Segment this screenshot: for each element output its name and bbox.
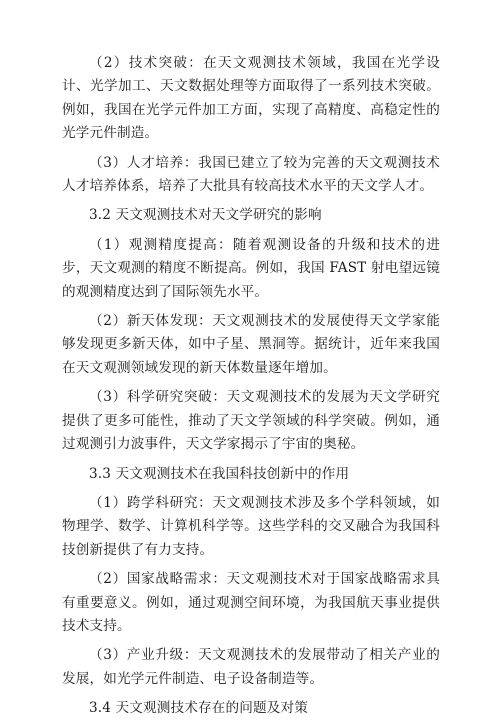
section-heading-3-4: 3.4 天文观测技术存在的问题及对策: [89, 700, 308, 717]
paragraph-talent-training: （3）人才培养：我国已建立了较为完善的天文观测技术人才培养体系，培养了大批具有较高技术水平的天文学人才。: [62, 154, 440, 195]
paragraph-industry-upgrade: （3）产业升级：天文观测技术的发展带动了相关产业的发展，如光学元件制造、电子设备制造等。: [62, 647, 440, 687]
paragraph-tech-breakthrough: （2）技术突破：在天文观测技术领域，我国在光学设计、光学加工、天文数据处理等方面取得了一系列技术突破。例如，我国在光学元件加工方面，实现了高精度、高稳定性的光学元件制造。: [62, 55, 440, 142]
paragraph-scientific-breakthrough: （3）科学研究突破：天文观测技术的发展为天文学研究提供了更多可能性，推动了天文学领域的科学突破。例如，通过观测引力波事件，天文学家揭示了宇宙的奥秘。: [62, 389, 440, 453]
paragraph-national-strategy: （2）国家战略需求：天文观测技术对于国家战略需求具有重要意义。例如，通过观测空间环境，为我国航天事业提供技术支持。: [62, 571, 440, 634]
paragraph-new-celestial-bodies: （2）新天体发现：天文观测技术的发展使得天文学家能够发现更多新天体，如中子星、黑洞等。据统计，近年来我国在天文观测领域发现的新天体数量逐年增加。: [62, 313, 440, 376]
paragraph-interdisciplinary: （1）跨学科研究：天文观测技术涉及多个学科领域，如物理学、数学、计算机科学等。这些学科的交叉融合为我国科技创新提供了有力支持。: [62, 494, 440, 558]
section-heading-3-2: 3.2 天文观测技术对天文学研究的影响: [89, 207, 322, 224]
document-page: [62, 52, 440, 727]
section-heading-3-3: 3.3 天文观测技术在我国科技创新中的作用: [89, 465, 350, 482]
paragraph-precision-improvement: （1）观测精度提高：随着观测设备的升级和技术的进步，天文观测的精度不断提高。例如，我国 FAST 射电望远镜的观测精度达到了国际领先水平。: [62, 236, 440, 300]
